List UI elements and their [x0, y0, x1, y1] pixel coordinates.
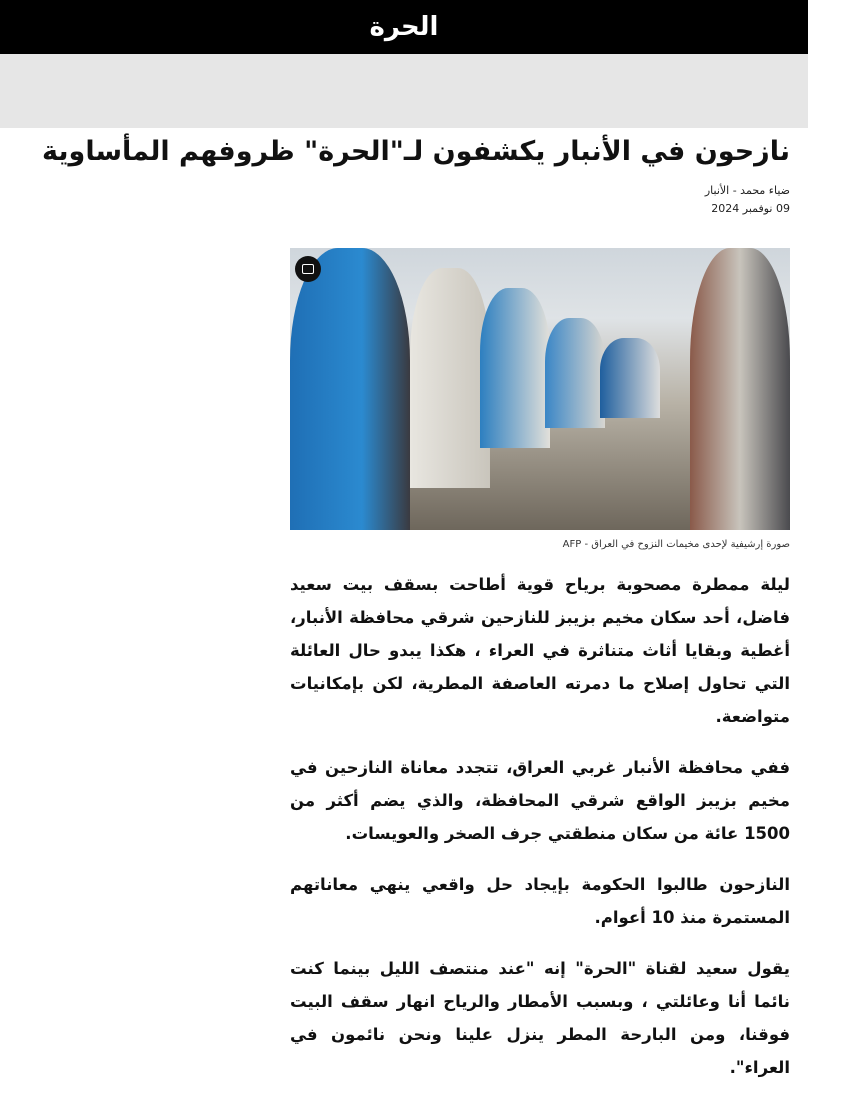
ad-banner-placeholder [0, 54, 808, 128]
image-gallery-icon[interactable] [295, 256, 321, 282]
article-photo[interactable] [290, 248, 790, 530]
article-byline: ضياء محمد - الأنبار [704, 184, 790, 197]
image-caption: صورة إرشيفية لإحدى مخيمات النزوح في العراق - AFP [562, 539, 790, 550]
tent-shape [480, 288, 550, 448]
tent-shape [545, 318, 605, 428]
paragraph-text: النازحون طالبوا الحكومة بإيجاد حل واقعي ينهي معاناتهم المستمرة منذ [290, 875, 790, 927]
article-container [20, 132, 790, 1102]
article-date: 09 نوفمبر 2024 [711, 202, 790, 215]
highlight-number: 10 [651, 908, 675, 927]
tent-shape [690, 248, 790, 530]
tent-shape [600, 338, 660, 418]
article-title: نازحون في الأنبار يكشفون لـ"الحرة" ظروفهم المأساوية [42, 136, 790, 167]
article-body [290, 568, 790, 1084]
paragraph-text: ففي محافظة الأنبار غربي العراق، تتجدد معاناة النازحين في مخيم بزيبز الواقع شرقي المحافظة، والذي يضم أكثر من [290, 758, 790, 810]
tent-shape [410, 268, 490, 488]
article-paragraph [290, 751, 790, 850]
tent-shape [290, 248, 410, 530]
site-header [0, 0, 808, 54]
paragraph-text: عائة من سكان منطقتي جرف الصخر والعويسات. [345, 824, 745, 843]
paragraph-text: أعوام. [594, 908, 652, 927]
highlight-number: 1500 [744, 824, 790, 843]
article-paragraph: ليلة ممطرة مصحوبة برياح قوية أطاحت بسقف بيت سعيد فاضل، أحد سكان مخيم بزيبز للنازحين شرقي محافظة الأنبار، أغطية وبقايا أثاث متناثرة في العراء ، هكذا يبدو حال العائلة التي تحاول إصلاح ما دمرته العاصفة المطرية، لكن بإمكانيات متواضعة. [290, 575, 790, 726]
site-logo[interactable]: الحرة [369, 12, 439, 42]
article-paragraph: يقول سعيد لقناة "الحرة" إنه "عند منتصف الليل بينما كنت نائما أنا وعائلتي ، وبسبب الأمطار والرياح انهار سقف البيت فوقنا، ومن البارحة المطر ينزل علينا ونحن نائمون في العراء". [290, 959, 790, 1077]
article-paragraph [290, 868, 790, 934]
